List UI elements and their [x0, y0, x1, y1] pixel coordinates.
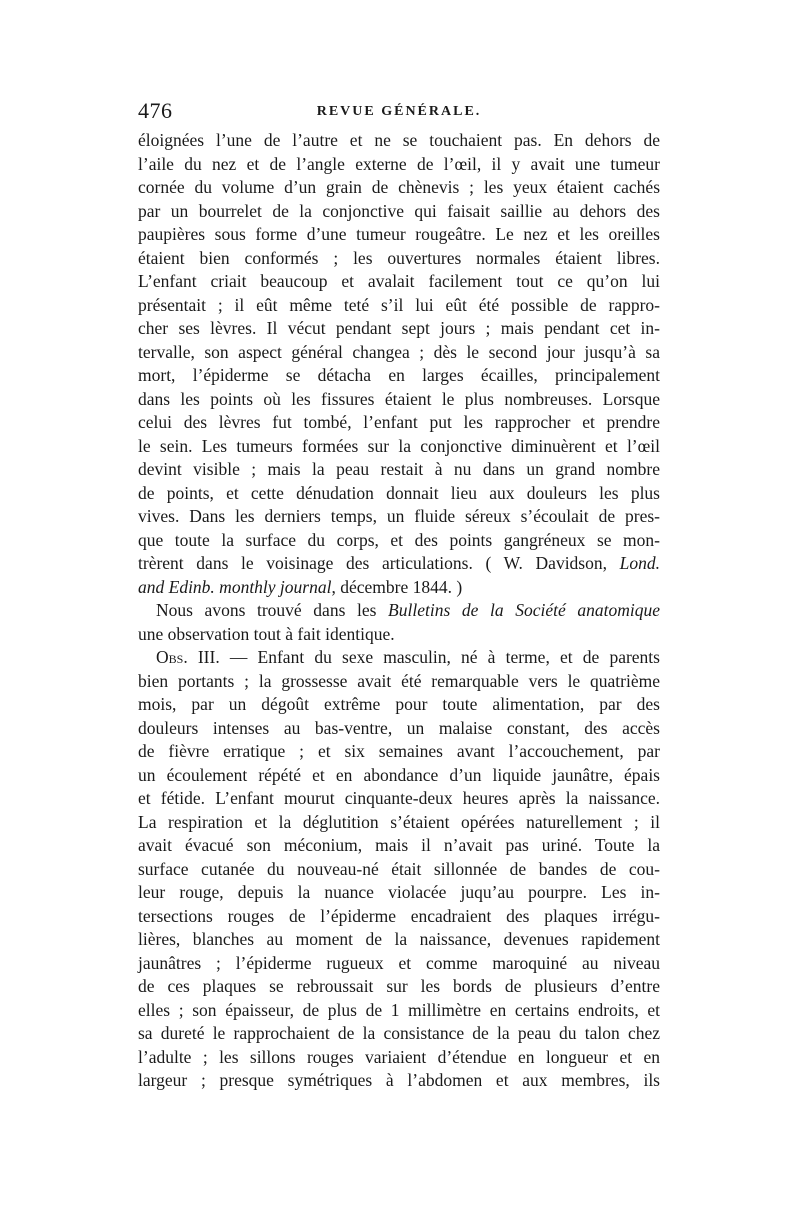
text-line: douleurs intenses au bas-ventre, un malaise constant, des accès: [138, 717, 660, 738]
text-line: jaunâtres ; l’épiderme rugueux et comme maroquiné au niveau: [138, 952, 660, 973]
text-line: [138, 646, 660, 670]
running-head: REVUE GÉNÉRALE.: [316, 104, 482, 119]
text-line: cornée du volume d’un grain de chènevis ; les yeux étaient cachés: [138, 177, 660, 197]
italic-text: and Edinb. monthly journal: [138, 576, 332, 597]
text-line: le sein. Les tumeurs formées sur la conjonctive diminuèrent et l’œil: [138, 435, 660, 456]
text-line: cher ses lèvres. Il vécut pendant sept jours ; mais pendant cet in-: [138, 318, 660, 338]
text-line: celui des lèvres fut tombé, l’enfant put les rapprocher et prendre: [138, 412, 660, 432]
body-text: [138, 129, 660, 1093]
text-line: l’adulte ; les sillons rouges variaient d’étendue en longueur et en: [138, 1046, 660, 1067]
text-line: tervalle, son aspect général changea ; dès le second jour jusqu’à sa: [138, 341, 660, 362]
text-line: elles ; son épaisseur, de plus de 1 millimètre en certains endroits, et: [138, 999, 660, 1020]
italic-text: Lond.: [619, 553, 660, 573]
text-line: dans les points où les fissures étaient le plus nombreuses. Lorsque: [138, 388, 660, 409]
text-line: par un bourrelet de la conjonctive qui faisait saillie au dehors des: [138, 200, 660, 221]
text-line: L’enfant criait beaucoup et avalait facilement tout ce qu’on lui: [138, 271, 660, 291]
page-header: [138, 98, 660, 128]
text-line: La respiration et la déglutition s’étaient opérées naturellement ; il: [138, 811, 660, 832]
text-line: bien portants ; la grossesse avait été remarquable vers le quatrième: [138, 670, 660, 691]
text-line: surface cutanée du nouveau-né était sillonnée de bandes de cou-: [138, 858, 660, 879]
text-line: éloignées l’une de l’autre et ne se touchaient pas. En dehors de: [138, 130, 660, 150]
text-line: de ces plaques se rebroussait sur les bords de plusieurs d’entre: [138, 976, 660, 996]
text-line: leur rouge, depuis la nuance violacée juqu’au pourpre. Les in-: [138, 882, 660, 902]
text-line: que toute la surface du corps, et des points gangréneux se mon-: [138, 529, 660, 550]
text-line: [138, 576, 660, 600]
text-line: [138, 552, 660, 576]
text-line: avait évacué son méconium, mais il n’avait pas uriné. Toute la: [138, 835, 660, 855]
italic-text: Bulletins de la Société anatomique: [388, 600, 660, 620]
text-line: largeur ; presque symétriques à l’abdomen et aux membres, ils: [138, 1070, 660, 1090]
text-run: , décembre 1844. ): [331, 576, 463, 597]
text-line: [138, 599, 660, 623]
section-label: Obs. III.: [156, 647, 220, 667]
text-line: l’aile du nez et de l’angle externe de l’œil, il y avait une tumeur: [138, 153, 660, 174]
text-run: trèrent dans le voisinage des articulations. ( W. Davidson,: [138, 553, 620, 573]
text-line: paupières sous forme d’une tumeur rougeâtre. Le nez et les oreilles: [138, 224, 660, 244]
text-line: de fièvre erratique ; et six semaines avant l’accouchement, par: [138, 741, 660, 761]
page-number: 476: [138, 98, 173, 123]
text-line: et fétide. L’enfant mourut cinquante-deux heures après la naissance.: [138, 788, 660, 808]
text-line: de points, et cette dénudation donnait lieu aux douleurs les plus: [138, 482, 660, 503]
text-line: étaient bien conformés ; les ouvertures normales étaient libres.: [138, 247, 660, 268]
text-line: devint visible ; mais la peau restait à nu dans un grand nombre: [138, 459, 660, 479]
text-line: tersections rouges de l’épiderme encadraient des plaques irrégu-: [138, 905, 660, 926]
text-line: vives. Dans les derniers temps, un fluide séreux s’écoulait de pres-: [138, 506, 660, 526]
text-line: présentait ; il eût même teté s’il lui eût été possible de rappro-: [138, 294, 660, 315]
text-line: sa dureté le rapprochaient de la consistance de la peau du talon chez: [138, 1023, 660, 1043]
text-line: lières, blanches au moment de la naissance, devenues rapidement: [138, 929, 660, 949]
text-line: un écoulement répété et en abondance d’un liquide jaunâtre, épais: [138, 764, 660, 785]
text-run: — Enfant du sexe masculin, né à terme, et de parents: [219, 647, 660, 667]
text-line: mois, par un dégoût extrême pour toute alimentation, par des: [138, 694, 660, 714]
text-line: mort, l’épiderme se détacha en larges écailles, principalement: [138, 365, 660, 385]
text-run: Nous avons trouvé dans les: [156, 600, 389, 620]
text-line: une observation tout à fait identique.: [138, 623, 395, 644]
